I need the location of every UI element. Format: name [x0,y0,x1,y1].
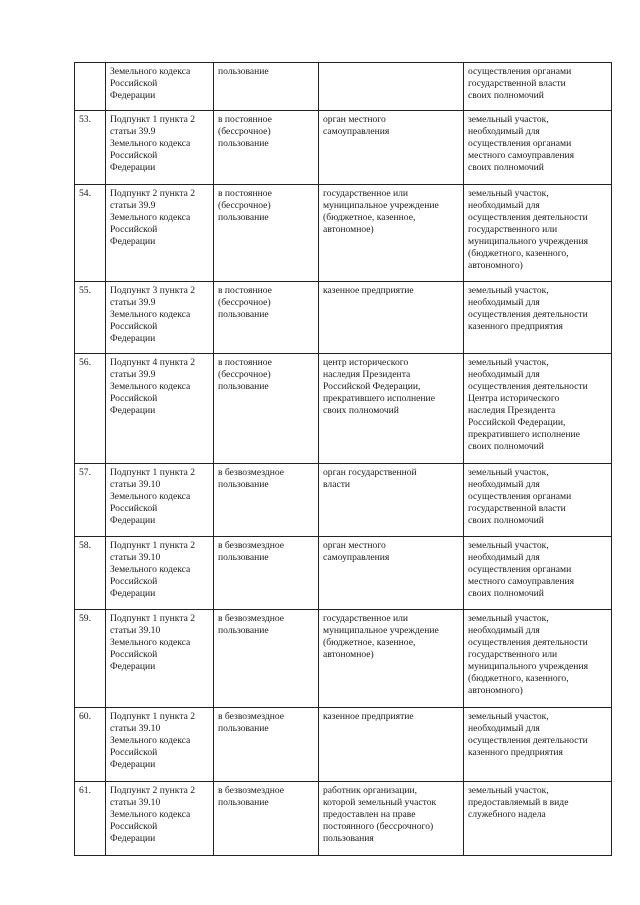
legal-basis-cell: Подпункт 1 пункта 2 статьи 39.9 Земельного кодекса Российской Федерации [106,111,214,185]
purpose-cell: земельный участок, необходимый для осуществления деятельности государственного или муниципального учреждения (бюджетного, казенного, автономного) [464,185,612,282]
purpose-cell: земельный участок, необходимый для осуществления деятельности казенного предприятия [464,282,612,354]
recipient-cell: работник организации, которой земельный участок предоставлен на праве постоянного (бессрочного) пользования [319,782,464,856]
recipient-cell: центр исторического наследия Президента Российской Федерации, прекратившего исполнение своих полномочий [319,354,464,464]
purpose-cell: осуществления органами государственной власти своих полномочий [464,63,612,111]
table-row [75,354,612,464]
recipient-cell: орган местного самоуправления [319,111,464,185]
right-type-cell: в безвозмездное пользование [214,782,319,856]
row-number: 53. [75,111,106,185]
right-type-cell: в постоянное (бессрочное) пользование [214,282,319,354]
purpose-cell: земельный участок, необходимый для осуществления деятельности Центра исторического наследия Президента Российской Федерации, прекратившего исполнение своих полномочий [464,354,612,464]
right-type-cell: в постоянное (бессрочное) пользование [214,185,319,282]
table-row [75,537,612,610]
legal-basis-cell: Подпункт 1 пункта 2 статьи 39.10 Земельного кодекса Российской Федерации [106,708,214,782]
right-type-cell: в постоянное (бессрочное) пользование [214,354,319,464]
recipient-cell: казенное предприятие [319,282,464,354]
right-type-cell: в безвозмездное пользование [214,708,319,782]
recipient-cell [319,63,464,111]
row-number: 58. [75,537,106,610]
legal-basis-cell: Подпункт 3 пункта 2 статьи 39.9 Земельного кодекса Российской Федерации [106,282,214,354]
recipient-cell: орган государственной власти [319,464,464,537]
right-type-cell: пользование [214,63,319,111]
purpose-cell: земельный участок, необходимый для осуществления органами местного самоуправления своих полномочий [464,537,612,610]
table-row [75,708,612,782]
table-row [75,464,612,537]
legal-basis-cell: Подпункт 1 пункта 2 статьи 39.10 Земельного кодекса Российской Федерации [106,537,214,610]
right-type-cell: в безвозмездное пользование [214,464,319,537]
table-row [75,111,612,185]
legal-basis-cell: Подпункт 2 пункта 2 статьи 39.9 Земельного кодекса Российской Федерации [106,185,214,282]
legal-basis-cell: Земельного кодекса Российской Федерации [106,63,214,111]
legal-basis-cell: Подпункт 1 пункта 2 статьи 39.10 Земельного кодекса Российской Федерации [106,464,214,537]
row-number: 57. [75,464,106,537]
row-number [75,63,106,111]
row-number: 60. [75,708,106,782]
recipient-cell: государственное или муниципальное учреждение (бюджетное, казенное, автономное) [319,610,464,708]
purpose-cell: земельный участок, необходимый для осуществления органами государственной власти своих полномочий [464,464,612,537]
recipient-cell: орган местного самоуправления [319,537,464,610]
row-number: 61. [75,782,106,856]
row-number: 54. [75,185,106,282]
recipient-cell: казенное предприятие [319,708,464,782]
legal-basis-cell: Подпункт 2 пункта 2 статьи 39.10 Земельного кодекса Российской Федерации [106,782,214,856]
land-plots-table [74,62,612,856]
table-row [75,610,612,708]
table-row [75,282,612,354]
purpose-cell: земельный участок, необходимый для осуществления деятельности государственного или муниципального учреждения (бюджетного, казенного, автономного) [464,610,612,708]
row-number: 55. [75,282,106,354]
recipient-cell: государственное или муниципальное учреждение (бюджетное, казенное, автономное) [319,185,464,282]
purpose-cell: земельный участок, предоставляемый в виде служебного надела [464,782,612,856]
legal-basis-cell: Подпункт 1 пункта 2 статьи 39.10 Земельного кодекса Российской Федерации [106,610,214,708]
purpose-cell: земельный участок, необходимый для осуществления деятельности казенного предприятия [464,708,612,782]
table-row [75,185,612,282]
right-type-cell: в безвозмездное пользование [214,537,319,610]
table-row [75,63,612,111]
row-number: 56. [75,354,106,464]
table-row [75,782,612,856]
right-type-cell: в безвозмездное пользование [214,610,319,708]
purpose-cell: земельный участок, необходимый для осуществления органами местного самоуправления своих полномочий [464,111,612,185]
legal-basis-cell: Подпункт 4 пункта 2 статьи 39.9 Земельного кодекса Российской Федерации [106,354,214,464]
right-type-cell: в постоянное (бессрочное) пользование [214,111,319,185]
row-number: 59. [75,610,106,708]
